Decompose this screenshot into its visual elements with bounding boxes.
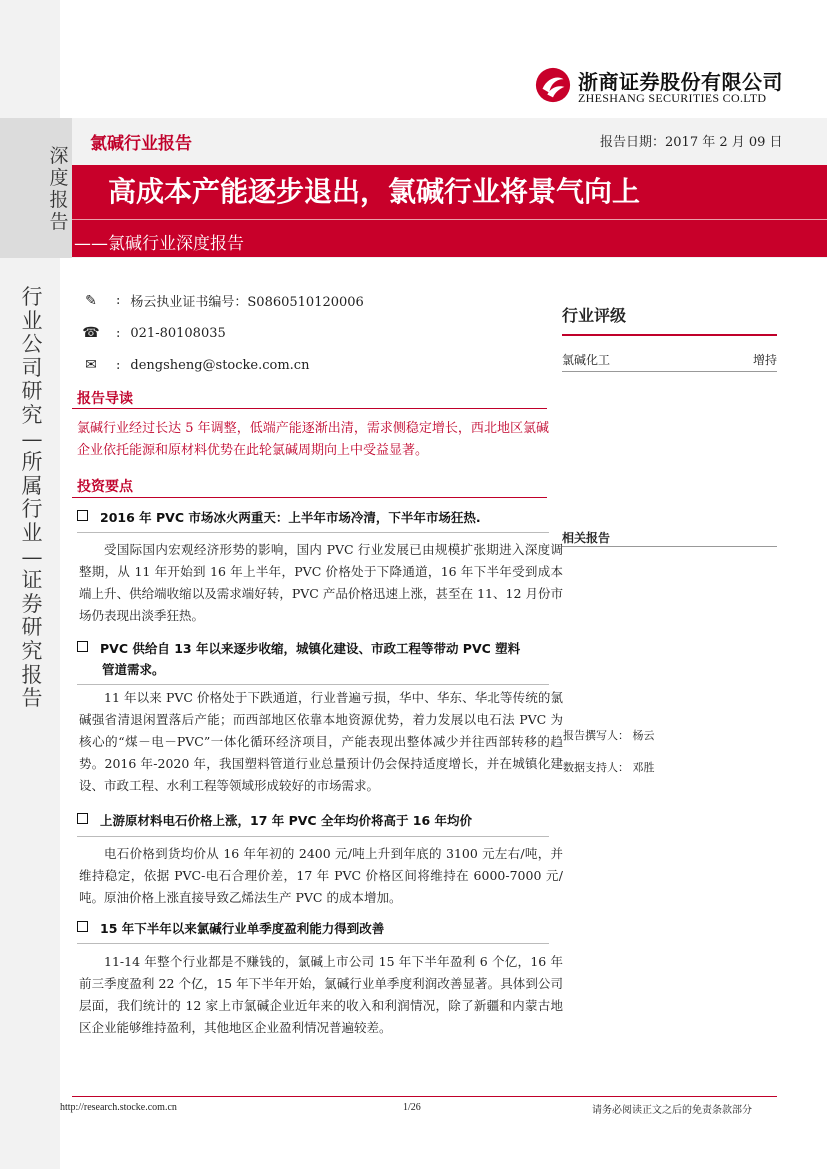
email-address[interactable]: dengsheng@stocke.com.cn <box>130 357 310 373</box>
point-body: 电石价格到货均价从 16 年年初的 2400 元/吨上升到年底的 3100 元左右/吨，并维持稳定，依据 PVC-电石合理价差，17 年 PVC 价格区间将维持在 6000-7000 元/吨。原油价格上涨直接导致乙烯法生产 PVC 的成本增加。 <box>79 846 563 905</box>
footer-divider <box>72 1096 777 1097</box>
disclaimer-note: 请务必阅读正文之后的免责条款部分 <box>592 1105 752 1116</box>
related-divider <box>562 546 777 547</box>
guide-text: 氯碱行业经过长达 5 年调整，低端产能逐渐出清，需求侧稳定增长，西北地区氯碱企业依托能源和原材料优势在此轮氯碱周期向上中受益显著。 <box>77 421 549 458</box>
report-date: 报告日期：2017 年 2 月 09 日 <box>600 135 783 150</box>
point-body: 11-14 年整个行业都是不赚钱的，氯碱上市公司 15 年下半年盈利 6 个亿，16 年前三季度盈利 22 个亿，15 年下半年开始，氯碱行业单季度利润改善显著。具体到公司层面，我们统计的 12 家上市氯碱企业近年来的收入和利润情况，除了新疆和内蒙古地区企业能够维持盈利，其他地区企业盈利情况普遍较差。 <box>79 954 563 1035</box>
point-heading: 上游原材料电石价格上涨，17 年 PVC 全年均价将高于 16 年均价 <box>77 810 547 831</box>
point-divider <box>77 684 549 685</box>
rating-title: 行业评级 <box>562 306 627 325</box>
data-supporter: 数据支持人： 邓胜 <box>563 761 655 774</box>
key-points-heading: 投资要点 <box>77 479 133 495</box>
page-title: 高成本产能逐步退出，氯碱行业将景气向上 <box>108 175 641 208</box>
checkbox-bullet-icon <box>77 510 88 521</box>
report-writer: 报告撰写人： 杨云 <box>563 729 655 742</box>
point-heading: 15 年下半年以来氯碱行业单季度盈利能力得到改善 <box>77 918 547 939</box>
rating-row <box>562 351 777 368</box>
related-reports-title: 相关报告 <box>562 531 611 545</box>
phone-icon: ☎ <box>82 325 100 341</box>
rating-divider <box>562 334 777 336</box>
company-name-cn: 浙商证券股份有限公司 <box>578 70 783 94</box>
phone-number: 021-80108035 <box>130 325 226 341</box>
rating-value: 增持 <box>752 353 777 367</box>
page-subtitle: ——氯碱行业深度报告 <box>74 234 244 254</box>
point-divider <box>77 532 549 533</box>
checkbox-bullet-icon <box>77 813 88 824</box>
contact-row-license: ✎ : 杨云执业证书编号：S0860510120006 <box>80 291 364 310</box>
contact-row-phone: ☎ : 021-80108035 <box>80 325 226 341</box>
checkbox-bullet-icon <box>77 641 88 652</box>
company-name-en: ZHESHANG SECURITIES CO.LTD <box>578 91 767 105</box>
guide-divider <box>72 408 547 409</box>
rating-industry: 氯碱化工 <box>562 353 611 367</box>
point-heading: 2016 年 PVC 市场冰火两重天：上半年市场冷清，下半年市场狂热. <box>77 507 547 528</box>
company-logo-icon <box>534 66 572 104</box>
footer-url-link[interactable]: http://research.stocke.com.cn <box>60 1102 177 1113</box>
point-divider <box>77 836 549 837</box>
point-heading: PVC 供给自 13 年以来逐步收缩，城镇化建设、市政工程等带动 PVC 塑料 管道需求。 <box>77 638 547 680</box>
contact-row-email: ✉ : dengsheng@stocke.com.cn <box>80 357 309 373</box>
checkbox-bullet-icon <box>77 921 88 932</box>
title-divider <box>72 219 827 220</box>
page-number: 1/26 <box>403 1102 421 1113</box>
envelope-icon: ✉ <box>85 357 97 373</box>
guide-heading: 报告导读 <box>77 391 133 407</box>
key-points-divider <box>72 497 547 498</box>
point-divider <box>77 943 549 944</box>
analyst-license: 杨云执业证书编号：S0860510120006 <box>130 295 364 310</box>
category-vertical-label: 行业公司研究—所属行业—证券研究报告 <box>21 285 43 711</box>
point-body: 受国际国内宏观经济形势的影响，国内 PVC 行业发展已由规模扩张期进入深度调整期，从 11 年开始到 16 年上半年，PVC 价格处于下降通道，16 年下半年受到成本端上升、供给端收缩以及需求端好转，PVC 产品价格迅速上涨，甚至在 11、12 月份市场仍表现出淡季狂热。 <box>79 542 563 623</box>
report-type: 氯碱行业报告 <box>90 134 192 154</box>
pen-icon: ✎ <box>85 292 97 309</box>
report-kind-label: 深度报告 <box>49 145 69 233</box>
point-body: 11 年以来 PVC 价格处于下跌通道，行业普遍亏损，华中、华东、华北等传统的氯碱强省清退闲置落后产能；而西部地区依靠本地资源优势，着力发展以电石法 PVC 为核心的“煤－电－PVC”一体化循环经济项目，产能表现出整体减少并往西部转移的趋势。2016 年-2020 年，我国塑料管道行业总量预计仍会保持适度增长，并在城镇化建设、市政工程、水利工程等领域形成较好的市场需求。 <box>79 690 563 793</box>
rating-bottom-divider <box>562 371 777 372</box>
